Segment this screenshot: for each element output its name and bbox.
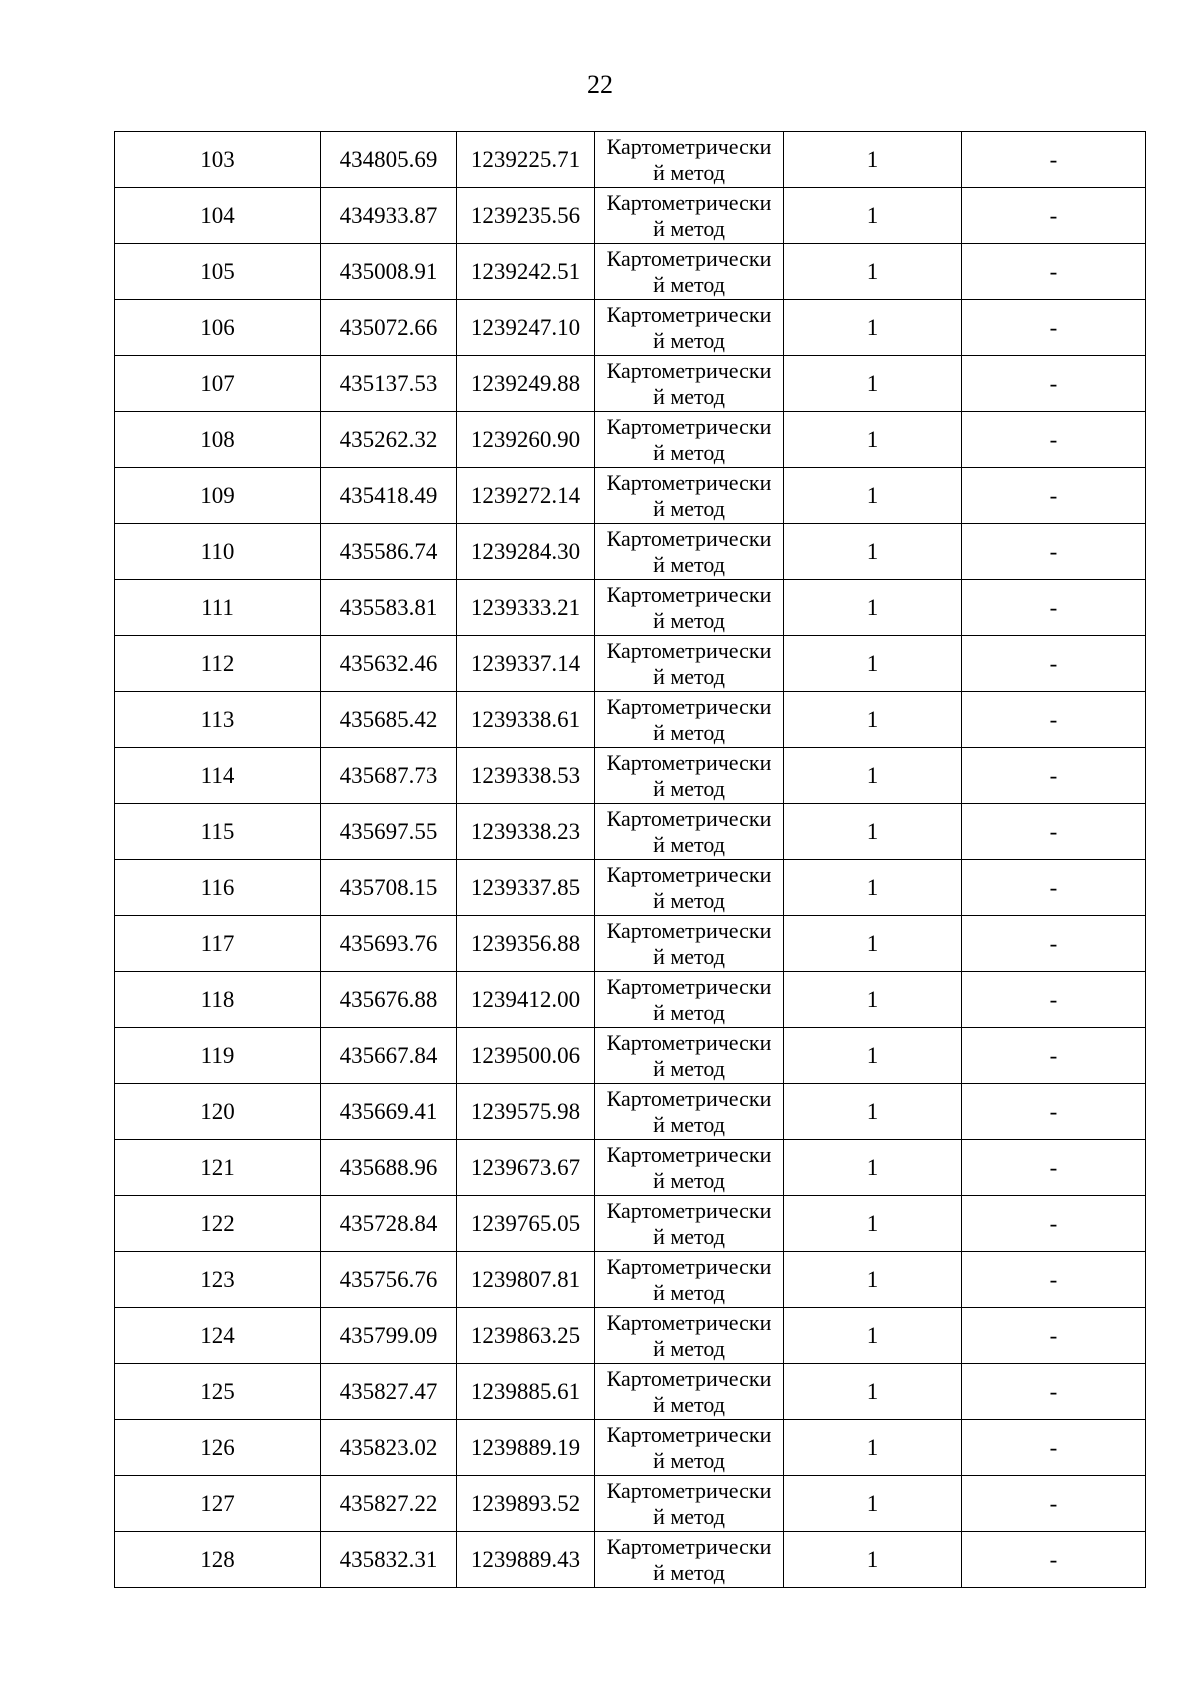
note-cell: - — [962, 412, 1146, 468]
point-number-cell: 104 — [115, 188, 321, 244]
accuracy-cell: 1 — [784, 748, 962, 804]
method-text-line: Картометрически — [606, 302, 772, 327]
x-coordinate-cell: 435799.09 — [321, 1308, 457, 1364]
note-cell: - — [962, 804, 1146, 860]
point-number-cell: 114 — [115, 748, 321, 804]
accuracy-cell: 1 — [784, 244, 962, 300]
x-coordinate-cell: 435693.76 — [321, 916, 457, 972]
table-row — [115, 356, 1146, 412]
method-cell — [595, 1420, 784, 1476]
y-coordinate-cell: 1239807.81 — [457, 1252, 595, 1308]
note-cell: - — [962, 300, 1146, 356]
accuracy-cell: 1 — [784, 468, 962, 524]
note-cell: - — [962, 580, 1146, 636]
method-text-line: й метод — [653, 664, 725, 689]
method-cell — [595, 1532, 784, 1588]
point-number-cell: 105 — [115, 244, 321, 300]
x-coordinate-cell: 435832.31 — [321, 1532, 457, 1588]
table-row — [115, 692, 1146, 748]
method-text-line: й метод — [653, 1280, 725, 1305]
point-number-cell: 121 — [115, 1140, 321, 1196]
point-number-cell: 117 — [115, 916, 321, 972]
method-cell — [595, 188, 784, 244]
note-cell: - — [962, 860, 1146, 916]
y-coordinate-cell: 1239356.88 — [457, 916, 595, 972]
note-cell: - — [962, 1196, 1146, 1252]
method-text-line: й метод — [653, 1112, 725, 1137]
note-cell: - — [962, 1420, 1146, 1476]
accuracy-cell: 1 — [784, 356, 962, 412]
method-text-line: й метод — [653, 440, 725, 465]
point-number-cell: 106 — [115, 300, 321, 356]
note-cell: - — [962, 1532, 1146, 1588]
method-text-line: Картометрически — [606, 414, 772, 439]
note-cell: - — [962, 468, 1146, 524]
table-row — [115, 1364, 1146, 1420]
method-cell — [595, 692, 784, 748]
y-coordinate-cell: 1239893.52 — [457, 1476, 595, 1532]
accuracy-cell: 1 — [784, 1364, 962, 1420]
table-row — [115, 1476, 1146, 1532]
point-number-cell: 120 — [115, 1084, 321, 1140]
method-text-line: Картометрически — [606, 750, 772, 775]
table-row — [115, 468, 1146, 524]
method-text-line: й метод — [653, 1392, 725, 1417]
accuracy-cell: 1 — [784, 580, 962, 636]
method-text-line: Картометрически — [606, 1198, 772, 1223]
y-coordinate-cell: 1239272.14 — [457, 468, 595, 524]
page-number: 22 — [587, 70, 613, 99]
method-cell — [595, 636, 784, 692]
table-row — [115, 188, 1146, 244]
method-text-line: Картометрически — [606, 470, 772, 495]
x-coordinate-cell: 435667.84 — [321, 1028, 457, 1084]
accuracy-cell: 1 — [784, 636, 962, 692]
method-cell — [595, 916, 784, 972]
note-cell: - — [962, 1252, 1146, 1308]
note-cell: - — [962, 1084, 1146, 1140]
method-text-line: Картометрически — [606, 582, 772, 607]
point-number-cell: 109 — [115, 468, 321, 524]
method-cell — [595, 1028, 784, 1084]
method-cell — [595, 300, 784, 356]
point-number-cell: 125 — [115, 1364, 321, 1420]
x-coordinate-cell: 435728.84 — [321, 1196, 457, 1252]
method-text-line: й метод — [653, 1000, 725, 1025]
table-row — [115, 412, 1146, 468]
x-coordinate-cell: 435137.53 — [321, 356, 457, 412]
note-cell: - — [962, 244, 1146, 300]
y-coordinate-cell: 1239863.25 — [457, 1308, 595, 1364]
method-cell — [595, 1364, 784, 1420]
x-coordinate-cell: 435708.15 — [321, 860, 457, 916]
y-coordinate-cell: 1239885.61 — [457, 1364, 595, 1420]
x-coordinate-cell: 435685.42 — [321, 692, 457, 748]
point-number-cell: 108 — [115, 412, 321, 468]
method-cell — [595, 1252, 784, 1308]
method-text-line: Картометрически — [606, 1534, 772, 1559]
table-row — [115, 1532, 1146, 1588]
point-number-cell: 128 — [115, 1532, 321, 1588]
accuracy-cell: 1 — [784, 1084, 962, 1140]
table-row — [115, 1196, 1146, 1252]
x-coordinate-cell: 435687.73 — [321, 748, 457, 804]
method-cell — [595, 524, 784, 580]
method-text-line: й метод — [653, 1448, 725, 1473]
note-cell: - — [962, 972, 1146, 1028]
point-number-cell: 112 — [115, 636, 321, 692]
method-text-line: й метод — [653, 776, 725, 801]
y-coordinate-cell: 1239225.71 — [457, 132, 595, 188]
x-coordinate-cell: 435827.22 — [321, 1476, 457, 1532]
x-coordinate-cell: 435583.81 — [321, 580, 457, 636]
method-text-line: Картометрически — [606, 1310, 772, 1335]
note-cell: - — [962, 132, 1146, 188]
method-cell — [595, 1140, 784, 1196]
y-coordinate-cell: 1239575.98 — [457, 1084, 595, 1140]
accuracy-cell: 1 — [784, 1532, 962, 1588]
note-cell: - — [962, 524, 1146, 580]
method-text-line: й метод — [653, 272, 725, 297]
method-text-line: й метод — [653, 1224, 725, 1249]
y-coordinate-cell: 1239338.53 — [457, 748, 595, 804]
table-row — [115, 1028, 1146, 1084]
method-text-line: й метод — [653, 720, 725, 745]
method-cell — [595, 748, 784, 804]
accuracy-cell: 1 — [784, 524, 962, 580]
method-text-line: й метод — [653, 832, 725, 857]
note-cell: - — [962, 748, 1146, 804]
method-text-line: й метод — [653, 328, 725, 353]
y-coordinate-cell: 1239889.19 — [457, 1420, 595, 1476]
accuracy-cell: 1 — [784, 692, 962, 748]
x-coordinate-cell: 435632.46 — [321, 636, 457, 692]
method-text-line: Картометрически — [606, 1142, 772, 1167]
y-coordinate-cell: 1239337.85 — [457, 860, 595, 916]
x-coordinate-cell: 435669.41 — [321, 1084, 457, 1140]
note-cell: - — [962, 1364, 1146, 1420]
x-coordinate-cell: 435072.66 — [321, 300, 457, 356]
method-cell — [595, 804, 784, 860]
y-coordinate-cell: 1239242.51 — [457, 244, 595, 300]
y-coordinate-cell: 1239338.23 — [457, 804, 595, 860]
method-text-line: Картометрически — [606, 1254, 772, 1279]
x-coordinate-cell: 435586.74 — [321, 524, 457, 580]
method-text-line: й метод — [653, 496, 725, 521]
accuracy-cell: 1 — [784, 1252, 962, 1308]
table-row — [115, 1140, 1146, 1196]
method-text-line: Картометрически — [606, 1422, 772, 1447]
accuracy-cell: 1 — [784, 1420, 962, 1476]
table-row — [115, 524, 1146, 580]
method-text-line: Картометрически — [606, 1086, 772, 1111]
note-cell: - — [962, 636, 1146, 692]
table-row — [115, 860, 1146, 916]
note-cell: - — [962, 1140, 1146, 1196]
point-number-cell: 124 — [115, 1308, 321, 1364]
method-cell — [595, 412, 784, 468]
method-text-line: Картометрически — [606, 694, 772, 719]
note-cell: - — [962, 188, 1146, 244]
method-text-line: Картометрически — [606, 1030, 772, 1055]
method-text-line: Картометрически — [606, 974, 772, 999]
method-text-line: Картометрически — [606, 526, 772, 551]
accuracy-cell: 1 — [784, 1308, 962, 1364]
table-row — [115, 916, 1146, 972]
method-text-line: й метод — [653, 1560, 725, 1585]
table-row — [115, 972, 1146, 1028]
coordinates-table-body — [115, 132, 1146, 1588]
method-text-line: й метод — [653, 944, 725, 969]
accuracy-cell: 1 — [784, 412, 962, 468]
accuracy-cell: 1 — [784, 860, 962, 916]
method-text-line: Картометрически — [606, 190, 772, 215]
table-row — [115, 132, 1146, 188]
x-coordinate-cell: 435418.49 — [321, 468, 457, 524]
point-number-cell: 122 — [115, 1196, 321, 1252]
method-text-line: й метод — [653, 608, 725, 633]
x-coordinate-cell: 435688.96 — [321, 1140, 457, 1196]
accuracy-cell: 1 — [784, 300, 962, 356]
x-coordinate-cell: 435827.47 — [321, 1364, 457, 1420]
point-number-cell: 113 — [115, 692, 321, 748]
accuracy-cell: 1 — [784, 804, 962, 860]
method-text-line: й метод — [653, 1168, 725, 1193]
method-cell — [595, 860, 784, 916]
accuracy-cell: 1 — [784, 1028, 962, 1084]
accuracy-cell: 1 — [784, 1476, 962, 1532]
method-text-line: Картометрически — [606, 134, 772, 159]
note-cell: - — [962, 692, 1146, 748]
accuracy-cell: 1 — [784, 972, 962, 1028]
method-text-line: Картометрически — [606, 246, 772, 271]
table-row — [115, 1252, 1146, 1308]
accuracy-cell: 1 — [784, 1140, 962, 1196]
y-coordinate-cell: 1239333.21 — [457, 580, 595, 636]
method-text-line: й метод — [653, 1056, 725, 1081]
point-number-cell: 127 — [115, 1476, 321, 1532]
x-coordinate-cell: 434805.69 — [321, 132, 457, 188]
method-cell — [595, 1084, 784, 1140]
point-number-cell: 110 — [115, 524, 321, 580]
accuracy-cell: 1 — [784, 916, 962, 972]
method-cell — [595, 1196, 784, 1252]
point-number-cell: 115 — [115, 804, 321, 860]
y-coordinate-cell: 1239500.06 — [457, 1028, 595, 1084]
method-text-line: й метод — [653, 216, 725, 241]
table-row — [115, 300, 1146, 356]
method-text-line: й метод — [653, 552, 725, 577]
accuracy-cell: 1 — [784, 1196, 962, 1252]
y-coordinate-cell: 1239889.43 — [457, 1532, 595, 1588]
method-text-line: Картометрически — [606, 1366, 772, 1391]
y-coordinate-cell: 1239284.30 — [457, 524, 595, 580]
point-number-cell: 107 — [115, 356, 321, 412]
note-cell: - — [962, 1476, 1146, 1532]
point-number-cell: 111 — [115, 580, 321, 636]
y-coordinate-cell: 1239235.56 — [457, 188, 595, 244]
y-coordinate-cell: 1239673.67 — [457, 1140, 595, 1196]
table-row — [115, 636, 1146, 692]
table-row — [115, 1420, 1146, 1476]
y-coordinate-cell: 1239247.10 — [457, 300, 595, 356]
point-number-cell: 119 — [115, 1028, 321, 1084]
method-text-line: й метод — [653, 888, 725, 913]
method-cell — [595, 1476, 784, 1532]
x-coordinate-cell: 435676.88 — [321, 972, 457, 1028]
y-coordinate-cell: 1239338.61 — [457, 692, 595, 748]
table-row — [115, 580, 1146, 636]
method-cell — [595, 356, 784, 412]
x-coordinate-cell: 435697.55 — [321, 804, 457, 860]
accuracy-cell: 1 — [784, 188, 962, 244]
point-number-cell: 126 — [115, 1420, 321, 1476]
y-coordinate-cell: 1239412.00 — [457, 972, 595, 1028]
x-coordinate-cell: 435262.32 — [321, 412, 457, 468]
method-text-line: Картометрически — [606, 862, 772, 887]
x-coordinate-cell: 435756.76 — [321, 1252, 457, 1308]
method-cell — [595, 468, 784, 524]
method-text-line: Картометрически — [606, 358, 772, 383]
table-row — [115, 804, 1146, 860]
coordinates-table — [114, 131, 1146, 1588]
y-coordinate-cell: 1239249.88 — [457, 356, 595, 412]
note-cell: - — [962, 1308, 1146, 1364]
table-row — [115, 1084, 1146, 1140]
table-row — [115, 244, 1146, 300]
x-coordinate-cell: 435823.02 — [321, 1420, 457, 1476]
x-coordinate-cell: 435008.91 — [321, 244, 457, 300]
note-cell: - — [962, 1028, 1146, 1084]
point-number-cell: 103 — [115, 132, 321, 188]
note-cell: - — [962, 356, 1146, 412]
method-text-line: Картометрически — [606, 638, 772, 663]
method-text-line: й метод — [653, 1336, 725, 1361]
method-cell — [595, 1308, 784, 1364]
method-text-line: Картометрически — [606, 918, 772, 943]
note-cell: - — [962, 916, 1146, 972]
method-cell — [595, 132, 784, 188]
method-text-line: й метод — [653, 384, 725, 409]
point-number-cell: 116 — [115, 860, 321, 916]
y-coordinate-cell: 1239337.14 — [457, 636, 595, 692]
table-row — [115, 748, 1146, 804]
method-cell — [595, 580, 784, 636]
point-number-cell: 123 — [115, 1252, 321, 1308]
method-cell — [595, 244, 784, 300]
table-row — [115, 1308, 1146, 1364]
method-text-line: й метод — [653, 160, 725, 185]
method-cell — [595, 972, 784, 1028]
method-text-line: Картометрически — [606, 806, 772, 831]
method-text-line: Картометрически — [606, 1478, 772, 1503]
accuracy-cell: 1 — [784, 132, 962, 188]
point-number-cell: 118 — [115, 972, 321, 1028]
x-coordinate-cell: 434933.87 — [321, 188, 457, 244]
y-coordinate-cell: 1239765.05 — [457, 1196, 595, 1252]
y-coordinate-cell: 1239260.90 — [457, 412, 595, 468]
method-text-line: й метод — [653, 1504, 725, 1529]
